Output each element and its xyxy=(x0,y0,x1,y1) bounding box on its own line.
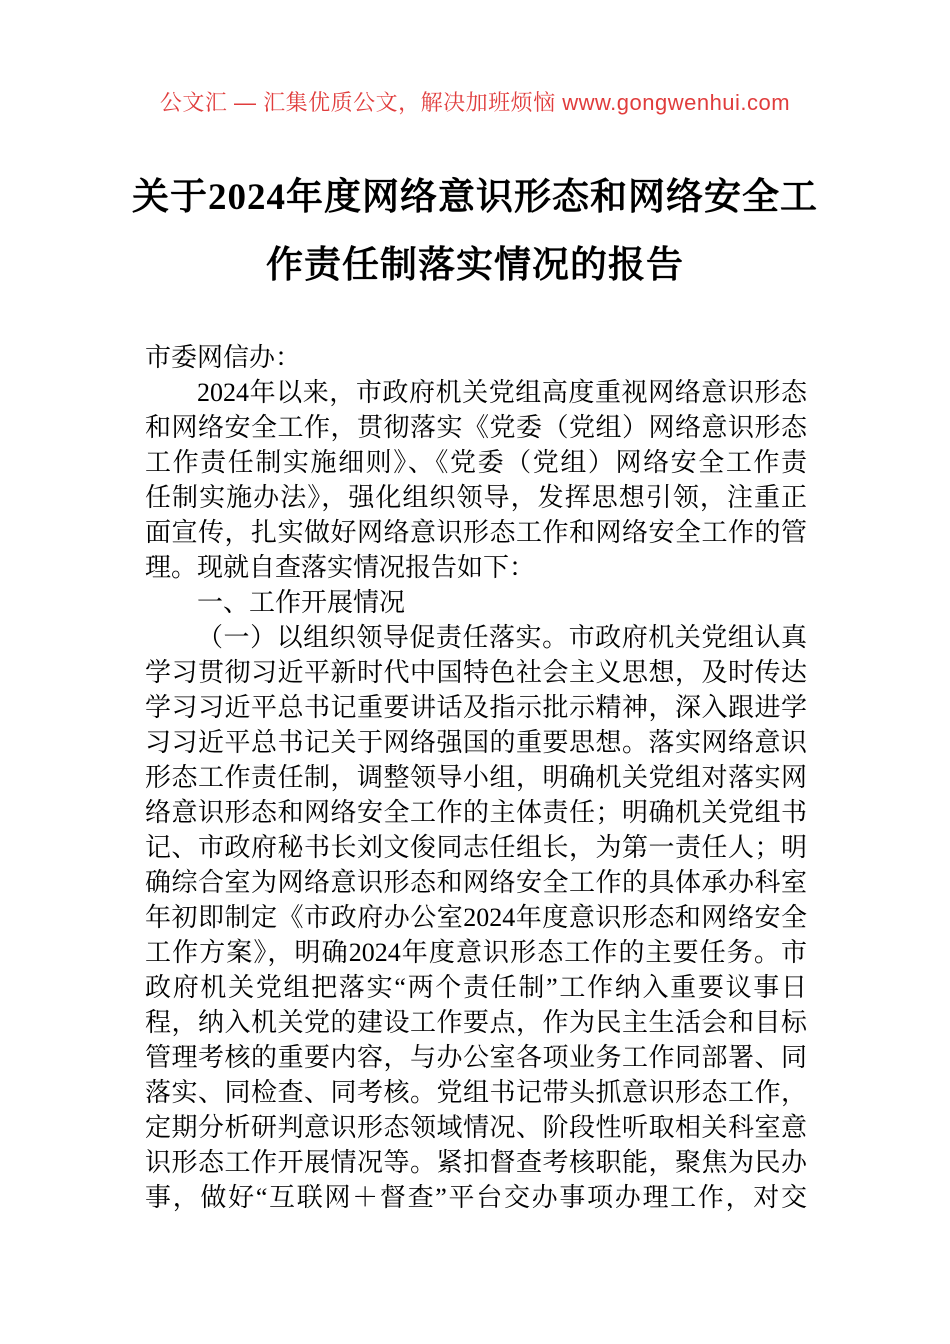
document-title xyxy=(75,164,875,300)
body-line: 政府机关党组把落实“两个责任制”工作纳入重要议事日 xyxy=(145,973,807,1002)
body-line: 落实、同检查、同考核。党组书记带头抓意识形态工作， xyxy=(145,1078,807,1107)
body-line: 识形态工作开展情况等。紧扣督查考核职能，聚焦为民办 xyxy=(145,1148,807,1177)
body-line: 和网络安全工作，贯彻落实《党委（党组）网络意识形态 xyxy=(145,413,807,442)
body-line: 确综合室为网络意识形态和网络安全工作的具体承办科室 xyxy=(145,868,807,897)
body-line: 工作方案》，明确2024年度意识形态工作的主要任务。市 xyxy=(145,938,807,967)
body-line: 理。现就自查落实情况报告如下： xyxy=(145,553,536,582)
document-title-line-1: 关于2024年度网络意识形态和网络安全工 xyxy=(132,177,818,218)
body-line: 习习近平总书记关于网络强国的重要思想。落实网络意识 xyxy=(145,728,807,757)
body-line: 任制实施办法》，强化组织领导，发挥思想引领，注重正 xyxy=(145,483,807,512)
body-line: 形态工作责任制，调整领导小组，明确机关党组对落实网 xyxy=(145,763,807,792)
body-line: 市委网信办： xyxy=(145,343,302,372)
document-title-line-2: 作责任制落实情况的报告 xyxy=(266,245,684,286)
body-line: 定期分析研判意识形态领域情况、阶段性听取相关科室意 xyxy=(145,1113,807,1142)
body-line-section-heading: 一、工作开展情况 xyxy=(197,588,406,617)
body-line: 学习贯彻习近平新时代中国特色社会主义思想，及时传达 xyxy=(145,658,807,687)
body-line: 面宣传，扎实做好网络意识形态工作和网络安全工作的管 xyxy=(145,518,807,547)
body-line: 记、市政府秘书长刘文俊同志任组长，为第一责任人；明 xyxy=(145,833,807,862)
body-line: 事，做好“互联网＋督查”平台交办事项办理工作，对交 xyxy=(145,1183,807,1212)
body-line: 年初即制定《市政府办公室2024年度意识形态和网络安全 xyxy=(145,903,807,932)
watermark-header: 公文汇 — 汇集优质公文，解决加班烦恼 www.gongwenhui.com xyxy=(159,90,791,115)
body-line: 程，纳入机关党的建设工作要点，作为民主生活会和目标 xyxy=(145,1008,807,1037)
body-line: 2024年以来，市政府机关党组高度重视网络意识形态 xyxy=(197,378,807,407)
body-line: 工作责任制实施细则》、《党委（党组）网络安全工作责 xyxy=(145,448,807,477)
body-line: （一）以组织领导促责任落实。市政府机关党组认真 xyxy=(197,623,807,652)
body-line: 络意识形态和网络安全工作的主体责任；明确机关党组书 xyxy=(145,798,807,827)
body-line: 学习习近平总书记重要讲话及指示批示精神，深入跟进学 xyxy=(145,693,807,722)
body-line: 管理考核的重要内容，与办公室各项业务工作同部署、同 xyxy=(145,1043,807,1072)
document-body xyxy=(145,340,807,1215)
